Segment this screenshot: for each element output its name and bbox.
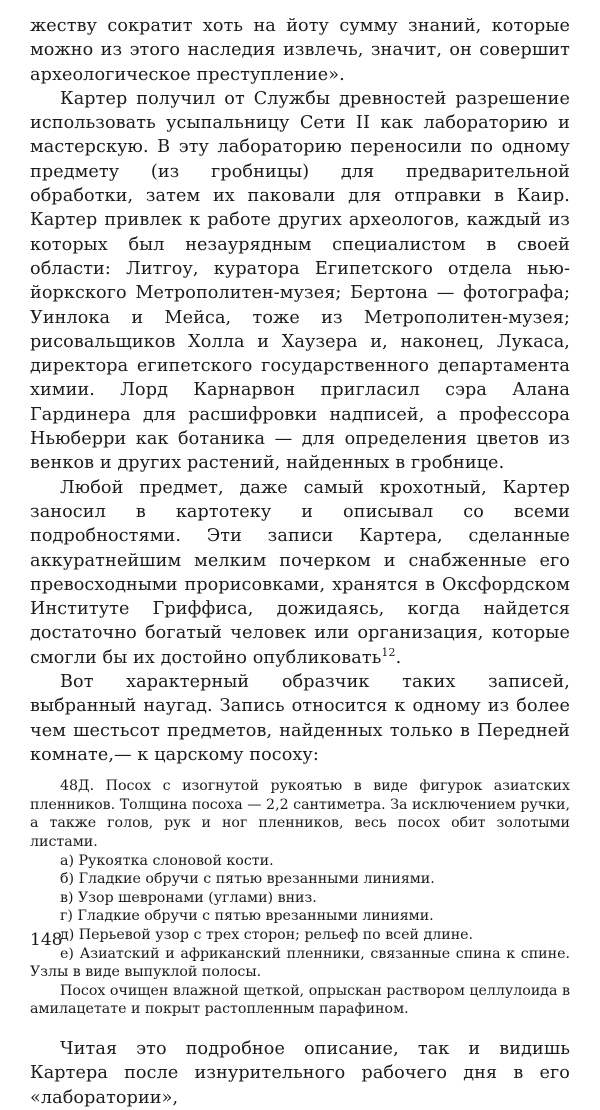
quote-item: в) Узор шевронами (углами) вниз. [60,889,317,906]
paragraph-continuation: жеству сократит хоть на йоту сумму знаний, которые можно из этого наследия извлечь, значит, он совершит археологическое преступление». [30,16,570,85]
quote-item: е) Азиатский и африканский пленники, связанные спина к спине. Узлы в виде выпуклой полосы. [30,945,570,981]
paragraph-records-text: Любой предмет, даже самый крохотный, Картер заносил в картотеку и описывал со всеми подробностями. Эти записи Картера, сделанные аккуратнейшим мелким почерком и снабженные его превосходными прорисовками, хранятся в Оксфордском Институте Гриффиса, дожидаясь, когда найдется достаточно богатый человек или организация, которые смогли бы их достойно опубликовать [30,477,570,668]
quote-item: б) Гладкие обручи с пятью врезанными линиями. [60,871,435,888]
record-quote [30,777,570,1019]
paragraph-sample-intro: Вот характерный образчик таких записей, выбранный наугад. Запись относится к одному из более чем шестьсот предметов, найденных только в Передней комнате,— к царскому посоху: [30,672,570,765]
footnote-marker: 12 [381,645,396,659]
quote-item: д) Перьевой узор с трех сторон; рельеф по всей длине. [60,926,474,943]
paragraph-laboratory: Картер получил от Службы древностей разрешение использовать усыпальницу Сети II как лабораторию и мастерскую. В эту лабораторию переносили по одному предмету (из гробницы) для предварительной обработки, затем их паковали для отправки в Каир. Картер привлек к работе других археологов, каждый из которых был незаурядным специалистом в своей области: Литгоу, куратора Египетского отдела нью-йоркского Метрополитен-музея; Бертона — фотографа; Уинлока и Мейса, тоже из Метрополитен-музея; рисовальщиков Холла и Хаузера и, наконец, Лукаса, директора египетского государственного департамента химии. Лорд Карнарвон пригласил сэра Алана Гардинера для расшифровки надписей, а профессора Ньюберри как ботаника — для определения цветов из венков и других растений, найденных в гробнице. [30,88,570,474]
paragraph-reading: Читая это подробное описание, так и видишь Картера после изнурительного рабочего дня в его «лаборатории», [30,1038,570,1108]
paragraph-records [30,476,570,670]
quote-closing: Посох очищен влажной щеткой, опрыскан раствором целлулоида в амилацетате и покрыт растопленным парафином. [30,982,570,1018]
paragraph-records-end: . [395,647,402,668]
page-body [30,14,570,1110]
quote-item: а) Рукоятка слоновой кости. [60,852,274,869]
page-number: 148 [30,930,63,950]
quote-lead: 48Д. Посох с изогнутой рукоятью в виде фигурок азиатских пленников. Толщина посоха — 2,2 сантиметра. За исключением ручки, а также голов, рук и ног пленников, весь посох обит золотыми листами. [30,778,570,850]
quote-item: г) Гладкие обручи с пятью врезанными линиями. [60,908,434,925]
